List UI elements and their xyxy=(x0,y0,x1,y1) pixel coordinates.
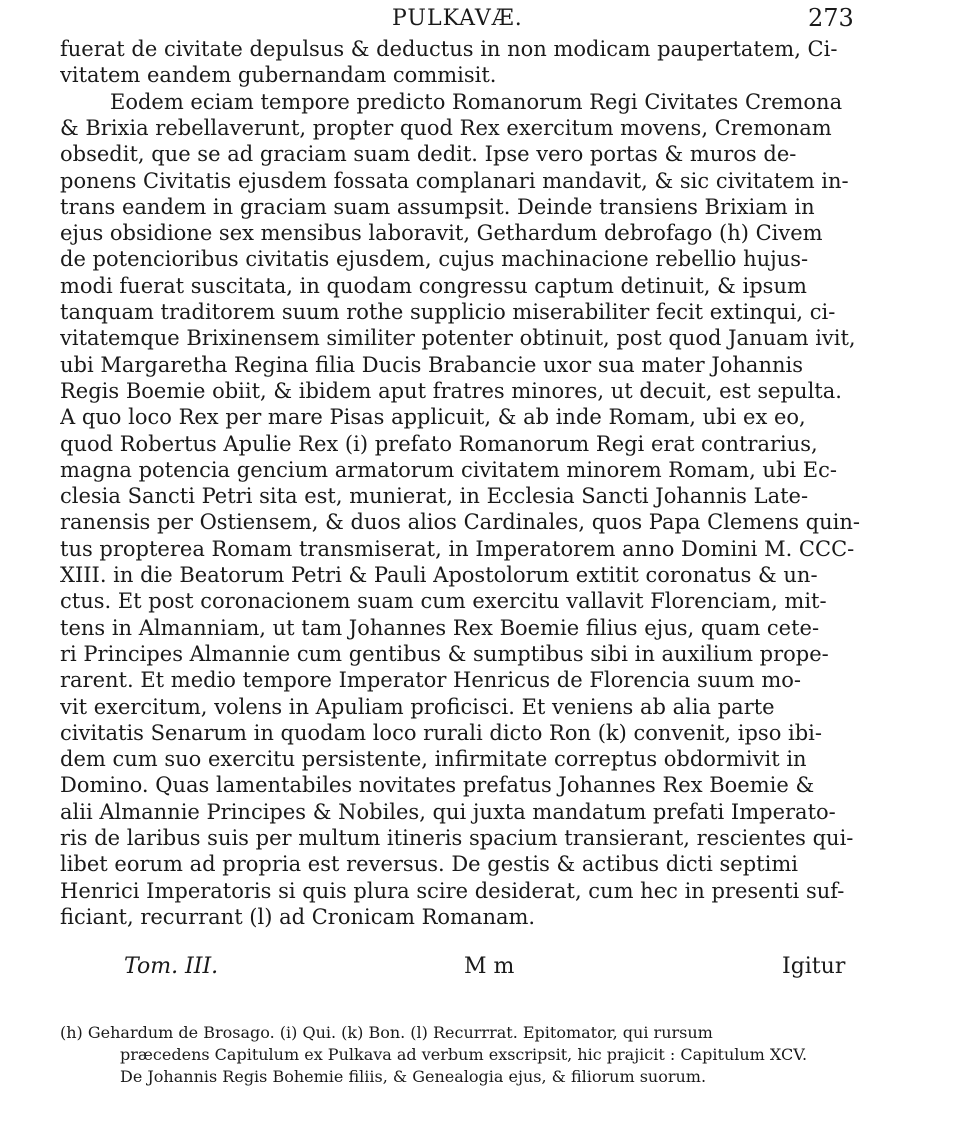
text-line: vitatemque Brixinensem similiter potenter obtinuit, post quod Januam ivit, xyxy=(60,326,856,351)
text-line: XIII. in die Beatorum Petri & Pauli Apostolorum extitit coronatus & un- xyxy=(60,563,818,587)
footnote-line: (h) Gehardum de Brosago. (i) Qui. (k) Bon. (l) Recurrrat. Epitomator, qui rursum xyxy=(60,1023,713,1042)
text-line: & Brixia rebellaverunt, propter quod Rex exercitum movens, Cremonam xyxy=(60,115,832,140)
text-line: libet eorum ad propria est reversus. De gestis & actibus dicti septimi xyxy=(60,852,798,877)
text-line: fuerat de civitate depulsus & deductus in non modicam paupertatem, Ci- xyxy=(60,37,838,61)
running-head: PULKAVÆ. xyxy=(392,6,523,31)
text-line: vit exercitum, volens in Apuliam proficisci. Et veniens ab alia parte xyxy=(60,694,775,719)
text-line: trans eandem in graciam suam assumpsit. Deinde transiens Brixiam in xyxy=(60,194,815,219)
text-line: de potencioribus civitatis ejusdem, cujus machinacione rebellio hujus- xyxy=(60,247,809,272)
volume-signature: Tom. III. xyxy=(124,954,219,979)
text-line: modi fuerat suscitata, in quodam congressu captum detinuit, & ipsum xyxy=(60,273,807,298)
catchword: Igitur xyxy=(782,954,846,979)
text-line: Eodem eciam tempore predicto Romanorum Regi Civitates Cremona xyxy=(110,89,843,114)
text-line: tus propterea Romam transmiserat, in Imperatorem anno Domini M. CCC- xyxy=(60,536,855,561)
text-line: ficiant, recurrant (l) ad Cronicam Romanam. xyxy=(60,904,536,929)
text-line: dem cum suo exercitu persistente, infirmitate correptus obdormivit in xyxy=(60,747,807,772)
page-header xyxy=(0,4,960,34)
signature-line xyxy=(0,954,960,984)
text-line: ponens Civitatis ejusdem fossata complanari mandavit, & sic civitatem in- xyxy=(60,168,849,193)
text-line: tens in Almanniam, ut tam Johannes Rex Boemie filius ejus, quam cete- xyxy=(60,615,820,640)
text-line: quod Robertus Apulie Rex (i) prefato Romanorum Regi erat contrarius, xyxy=(60,431,818,456)
text-line: Henrici Imperatoris si quis plura scire desiderat, cum hec in presenti suf- xyxy=(60,878,845,903)
text-line: A quo loco Rex per mare Pisas applicuit, & ab inde Romam, ubi ex eo, xyxy=(60,405,806,430)
page-number: 273 xyxy=(808,4,854,32)
text-line: ri Principes Almannie cum gentibus & sumptibus sibi in auxilium prope- xyxy=(60,641,829,666)
text-line: clesia Sancti Petri sita est, munierat, in Ecclesia Sancti Johannis Late- xyxy=(60,484,809,509)
text-line: obsedit, que se ad graciam suam dedit. Ipse vero portas & muros de- xyxy=(60,142,797,167)
text-line: Domino. Quas lamentabiles novitates prefatus Johannes Rex Boemie & xyxy=(60,773,815,798)
footnote-line: De Johannis Regis Bohemie filiis, & Genealogia ejus, & filiorum suorum. xyxy=(120,1067,707,1086)
footnote-line: præcedens Capitulum ex Pulkava ad verbum exscripsit, hic prajicit : Capitulum XCV. xyxy=(120,1045,808,1064)
gathering-signature: M m xyxy=(464,954,515,979)
text-line: vitatem eandem gubernandam commisit. xyxy=(60,63,497,88)
text-line: tanquam traditorem suum rothe supplicio miserabiliter fecit extinqui, ci- xyxy=(60,300,836,324)
text-line: civitatis Senarum in quodam loco rurali dicto Ron (k) convenit, ipso ibi- xyxy=(60,720,822,745)
text-line: magna potencia gencium armatorum civitatem minorem Romam, ubi Ec- xyxy=(60,457,837,482)
text-line: alii Almannie Principes & Nobiles, qui juxta mandatum prefati Imperato- xyxy=(60,799,836,824)
text-line: rarent. Et medio tempore Imperator Henricus de Florencia suum mo- xyxy=(60,668,802,693)
text-line: ranensis per Ostiensem, & duos alios Cardinales, quos Papa Clemens quin- xyxy=(60,510,860,535)
text-line: ctus. Et post coronacionem suam cum exercitu vallavit Florenciam, mit- xyxy=(60,589,827,614)
text-line: ubi Margaretha Regina filia Ducis Brabancie uxor sua mater Johannis xyxy=(60,352,803,377)
text-line: ejus obsidione sex mensibus laboravit, Gethardum debrofago (h) Civem xyxy=(60,221,823,246)
text-line: ris de laribus suis per multum itineris spacium transierant, rescientes qui- xyxy=(60,826,854,850)
text-line: Regis Boemie obiit, & ibidem aput fratres minores, ut decuit, est sepulta. xyxy=(60,378,842,403)
